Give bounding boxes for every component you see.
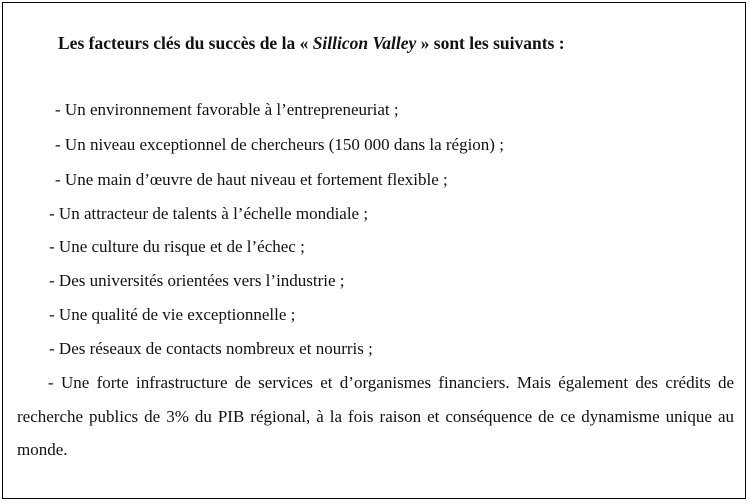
- list-item: - Des réseaux de contacts nombreux et nourris ;: [49, 339, 373, 358]
- list-item: - Une main d’œuvre de haut niveau et fortement flexible ;: [55, 170, 448, 189]
- list-item: - Une qualité de vie exceptionnelle ;: [49, 305, 296, 324]
- list-item: - Une culture du risque et de l’échec ;: [49, 237, 305, 256]
- heading: [58, 33, 565, 54]
- list-item: - Un niveau exceptionnel de chercheurs (150 000 dans la région) ;: [55, 135, 504, 154]
- final-paragraph: - Une forte infrastructure de services et d’organismes financiers. Mais également des crédits de recherche publics de 3% du PIB régional, à la fois raison et conséquence de ce dynamisme unique au monde.: [17, 373, 734, 459]
- list-item: - Des universités orientées vers l’industrie ;: [49, 271, 345, 290]
- heading-italic: Sillicon Valley: [312, 33, 417, 53]
- list-item: - Un environnement favorable à l’entrepreneuriat ;: [55, 100, 399, 119]
- heading-prefix: Les facteurs clés du succès de la «: [58, 33, 313, 53]
- heading-suffix: » sont les suivants :: [416, 33, 565, 53]
- list-item: - Un attracteur de talents à l’échelle mondiale ;: [49, 204, 369, 223]
